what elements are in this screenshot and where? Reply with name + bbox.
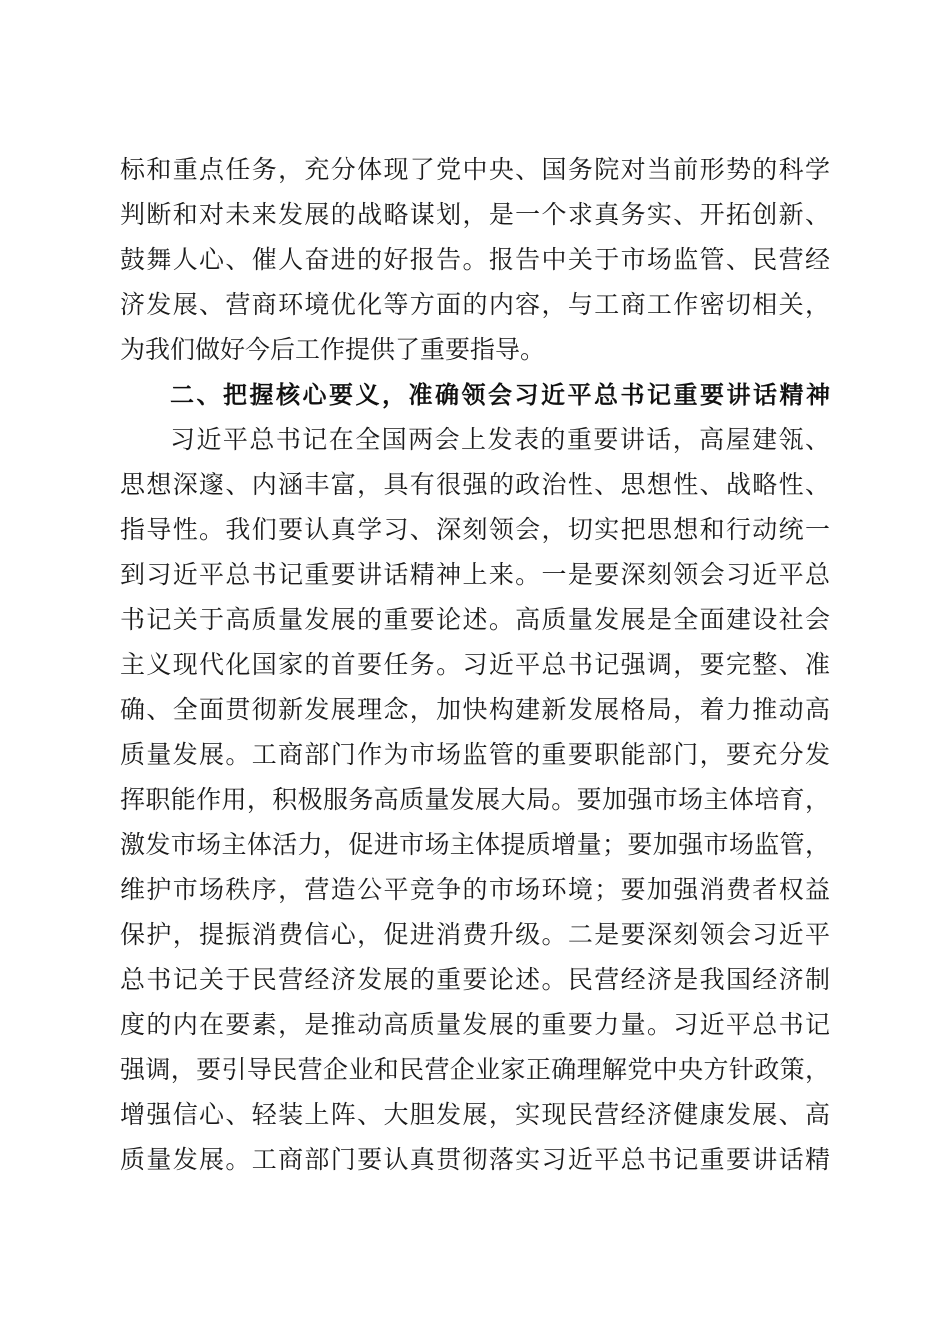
paragraph-line: 为我们做好今后工作提供了重要指导。	[120, 335, 546, 364]
paragraph-line: 思想深邃、内涵丰富，具有很强的政治性、思想性、战略性、	[120, 470, 830, 499]
paragraph-line: 强调，要引导民营企业和民营企业家正确理解党中央方针政策，	[120, 1055, 830, 1084]
paragraph-line: 总书记关于民营经济发展的重要论述。民营经济是我国经济制	[120, 965, 830, 994]
paragraph-line: 标和重点任务，充分体现了党中央、国务院对当前形势的科学	[120, 155, 830, 184]
paragraph-line: 保护，提振消费信心，促进消费升级。二是要深刻领会习近平	[120, 920, 830, 949]
paragraph-line: 挥职能作用，积极服务高质量发展大局。要加强市场主体培育，	[120, 785, 830, 814]
paragraph-line: 济发展、营商环境优化等方面的内容，与工商工作密切相关，	[120, 290, 830, 319]
paragraph-line: 增强信心、轻装上阵、大胆发展，实现民营经济健康发展、高	[120, 1100, 830, 1129]
paragraph-line: 主义现代化国家的首要任务。习近平总书记强调，要完整、准	[120, 650, 830, 679]
paragraph-line: 指导性。我们要认真学习、深刻领会，切实把思想和行动统一	[120, 515, 830, 544]
paragraph-line: 习近平总书记在全国两会上发表的重要讲话，高屋建瓴、	[170, 425, 830, 454]
paragraph-line: 度的内在要素，是推动高质量发展的重要力量。习近平总书记	[120, 1010, 830, 1039]
paragraph-line: 判断和对未来发展的战略谋划，是一个求真务实、开拓创新、	[120, 200, 830, 229]
paragraph-line: 鼓舞人心、催人奋进的好报告。报告中关于市场监管、民营经	[120, 245, 830, 274]
paragraph-line: 书记关于高质量发展的重要论述。高质量发展是全面建设社会	[120, 605, 830, 634]
paragraph-line: 到习近平总书记重要讲话精神上来。一是要深刻领会习近平总	[120, 560, 830, 589]
paragraph-line: 维护市场秩序，营造公平竞争的市场环境；要加强消费者权益	[120, 875, 830, 904]
paragraph-line: 激发市场主体活力，促进市场主体提质增量；要加强市场监管，	[120, 830, 830, 859]
paragraph-line: 确、全面贯彻新发展理念，加快构建新发展格局，着力推动高	[120, 695, 830, 724]
paragraph-line: 质量发展。工商部门要认真贯彻落实习近平总书记重要讲话精	[120, 1145, 830, 1174]
paragraph-line: 质量发展。工商部门作为市场监管的重要职能部门，要充分发	[120, 740, 830, 769]
section-heading: 二、把握核心要义，准确领会习近平总书记重要讲话精神	[170, 381, 830, 409]
